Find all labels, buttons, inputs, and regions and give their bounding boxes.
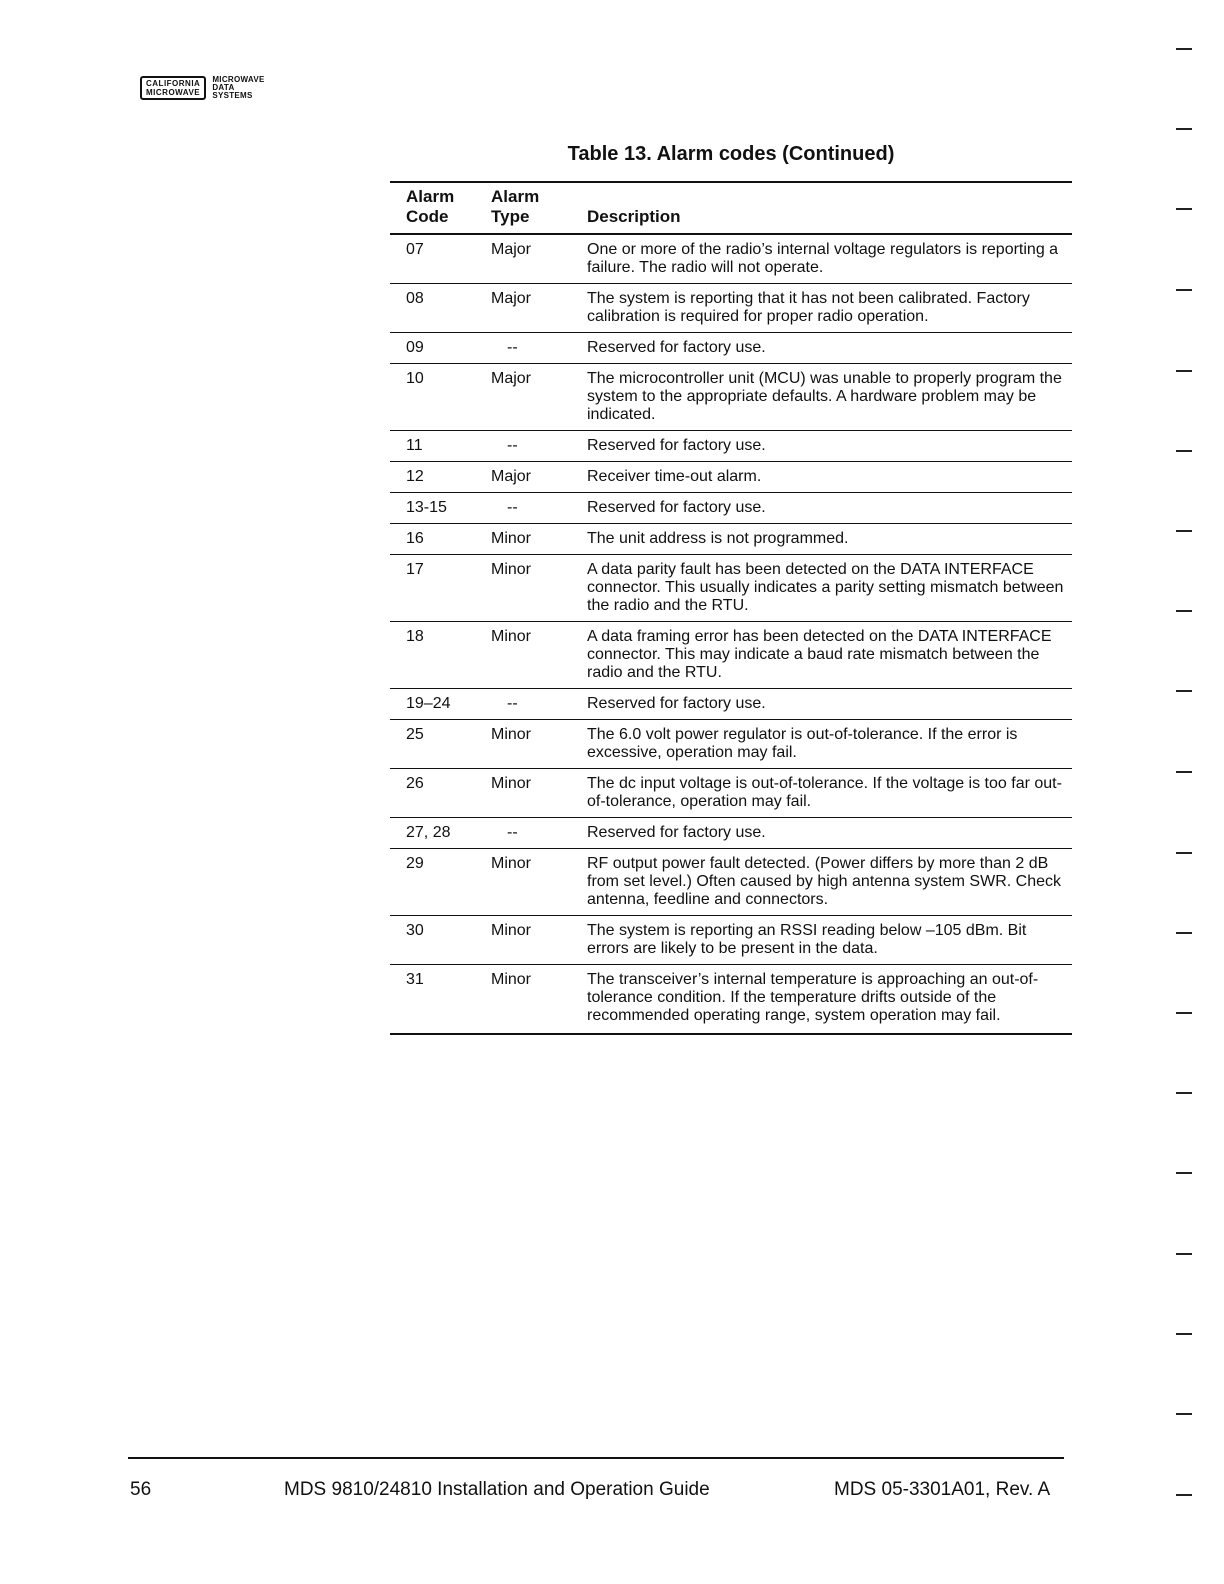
cell-type: --: [485, 493, 577, 524]
cell-description: A data framing error has been detected on the DATA INTERFACE connector. This may indicate a baud rate mismatch between the radio and the RTU.: [577, 622, 1072, 689]
footer-rule: [128, 1457, 1064, 1459]
cell-code: 19–24: [390, 689, 485, 720]
cell-code: 26: [390, 769, 485, 818]
tick-mark: [1176, 610, 1192, 612]
cell-description: Reserved for factory use.: [577, 493, 1072, 524]
cell-code: 30: [390, 916, 485, 965]
tick-mark: [1176, 1494, 1192, 1496]
table-row: [390, 916, 1072, 965]
tick-mark: [1176, 1012, 1192, 1014]
cell-description: A data parity fault has been detected on the DATA INTERFACE connector. This usually indicates a parity setting mismatch between the radio and the RTU.: [577, 555, 1072, 622]
table-row: [390, 689, 1072, 720]
cell-description: One or more of the radio’s internal voltage regulators is reporting a failure. The radio will not operate.: [577, 234, 1072, 284]
cell-description: Reserved for factory use.: [577, 818, 1072, 849]
table-row: [390, 555, 1072, 622]
alarm-codes-table: [390, 181, 1072, 1035]
cell-description: Receiver time-out alarm.: [577, 462, 1072, 493]
tick-mark: [1176, 1253, 1192, 1255]
cell-description: The transceiver’s internal temperature is approaching an out-of-tolerance condition. If the temperature drifts outside of the recommended operating range, system operation may fail.: [577, 965, 1072, 1035]
logo-side-line3: SYSTEMS: [212, 91, 253, 100]
table-row: [390, 622, 1072, 689]
table-row: [390, 462, 1072, 493]
margin-tick-marks: [1176, 0, 1194, 1584]
cell-description: Reserved for factory use.: [577, 431, 1072, 462]
cell-type: Major: [485, 462, 577, 493]
cell-description: Reserved for factory use.: [577, 333, 1072, 364]
tick-mark: [1176, 128, 1192, 130]
cell-type: Minor: [485, 965, 577, 1035]
tick-mark: [1176, 450, 1192, 452]
cell-code: 10: [390, 364, 485, 431]
tick-mark: [1176, 208, 1192, 210]
company-logo: [140, 76, 265, 100]
cell-type: Minor: [485, 769, 577, 818]
cell-code: 25: [390, 720, 485, 769]
logo-box-line2: MICROWAVE: [146, 88, 201, 97]
cell-code: 08: [390, 284, 485, 333]
cell-type: Minor: [485, 916, 577, 965]
cell-description: RF output power fault detected. (Power differs by more than 2 dB from set level.) Often caused by high antenna system SWR. Check antenna, feedline and connectors.: [577, 849, 1072, 916]
table-row: [390, 493, 1072, 524]
cell-code: 12: [390, 462, 485, 493]
table-row: [390, 524, 1072, 555]
tick-mark: [1176, 1333, 1192, 1335]
cell-code: 17: [390, 555, 485, 622]
table-row: [390, 965, 1072, 1035]
table-row: [390, 333, 1072, 364]
cell-code: 31: [390, 965, 485, 1035]
header-code-line2: Code: [406, 207, 449, 226]
table-row: [390, 234, 1072, 284]
logo-side-line1: MICROWAVE: [212, 75, 265, 84]
cell-code: 13-15: [390, 493, 485, 524]
cell-description: The unit address is not programmed.: [577, 524, 1072, 555]
cell-description: The dc input voltage is out-of-tolerance. If the voltage is too far out-of-tolerance, operation may fail.: [577, 769, 1072, 818]
table-row: [390, 720, 1072, 769]
cell-description: The system is reporting an RSSI reading below –105 dBm. Bit errors are likely to be present in the data.: [577, 916, 1072, 965]
cell-description: The 6.0 volt power regulator is out-of-tolerance. If the error is excessive, operation may fail.: [577, 720, 1072, 769]
cell-code: 29: [390, 849, 485, 916]
cell-description: The microcontroller unit (MCU) was unable to properly program the system to the appropriate defaults. A hardware problem may be indicated.: [577, 364, 1072, 431]
logo-side-text: [212, 76, 264, 100]
table-row: [390, 364, 1072, 431]
tick-mark: [1176, 771, 1192, 773]
cell-code: 27, 28: [390, 818, 485, 849]
tick-mark: [1176, 690, 1192, 692]
cell-type: Major: [485, 234, 577, 284]
tick-mark: [1176, 289, 1192, 291]
tick-mark: [1176, 852, 1192, 854]
table-row: [390, 431, 1072, 462]
header-alarm-code: [390, 182, 485, 234]
tick-mark: [1176, 370, 1192, 372]
cell-description: The system is reporting that it has not been calibrated. Factory calibration is required for proper radio operation.: [577, 284, 1072, 333]
cell-type: --: [485, 431, 577, 462]
logo-box-line1: CALIFORNIA: [146, 79, 201, 88]
document-number: MDS 05-3301A01, Rev. A: [834, 1479, 1051, 1500]
header-code-line1: Alarm: [406, 187, 455, 206]
cell-code: 16: [390, 524, 485, 555]
cell-type: --: [485, 689, 577, 720]
logo-box: [140, 76, 206, 100]
table-title: Table 13. Alarm codes (Continued): [567, 143, 895, 165]
logo-side-line2: DATA: [212, 83, 235, 92]
tick-mark: [1176, 1172, 1192, 1174]
guide-title: MDS 9810/24810 Installation and Operation Guide: [284, 1479, 710, 1500]
cell-type: Minor: [485, 622, 577, 689]
cell-code: 09: [390, 333, 485, 364]
table-row: [390, 818, 1072, 849]
header-alarm-type: [485, 182, 577, 234]
cell-type: Minor: [485, 555, 577, 622]
header-type-line2: Type: [491, 207, 530, 226]
table-header-row: [390, 182, 1072, 234]
page-number: 56: [130, 1479, 152, 1500]
cell-code: 11: [390, 431, 485, 462]
cell-type: Minor: [485, 720, 577, 769]
tick-mark: [1176, 932, 1192, 934]
header-type-line1: Alarm: [491, 187, 540, 206]
tick-mark: [1176, 1413, 1192, 1415]
cell-code: 07: [390, 234, 485, 284]
table-row: [390, 284, 1072, 333]
cell-code: 18: [390, 622, 485, 689]
header-description: Description: [577, 182, 1072, 234]
cell-type: Major: [485, 364, 577, 431]
cell-type: --: [485, 818, 577, 849]
cell-type: Major: [485, 284, 577, 333]
tick-mark: [1176, 530, 1192, 532]
table-row: [390, 849, 1072, 916]
table-row: [390, 769, 1072, 818]
tick-mark: [1176, 48, 1192, 50]
cell-type: --: [485, 333, 577, 364]
cell-type: Minor: [485, 524, 577, 555]
cell-type: Minor: [485, 849, 577, 916]
cell-description: Reserved for factory use.: [577, 689, 1072, 720]
tick-mark: [1176, 1092, 1192, 1094]
